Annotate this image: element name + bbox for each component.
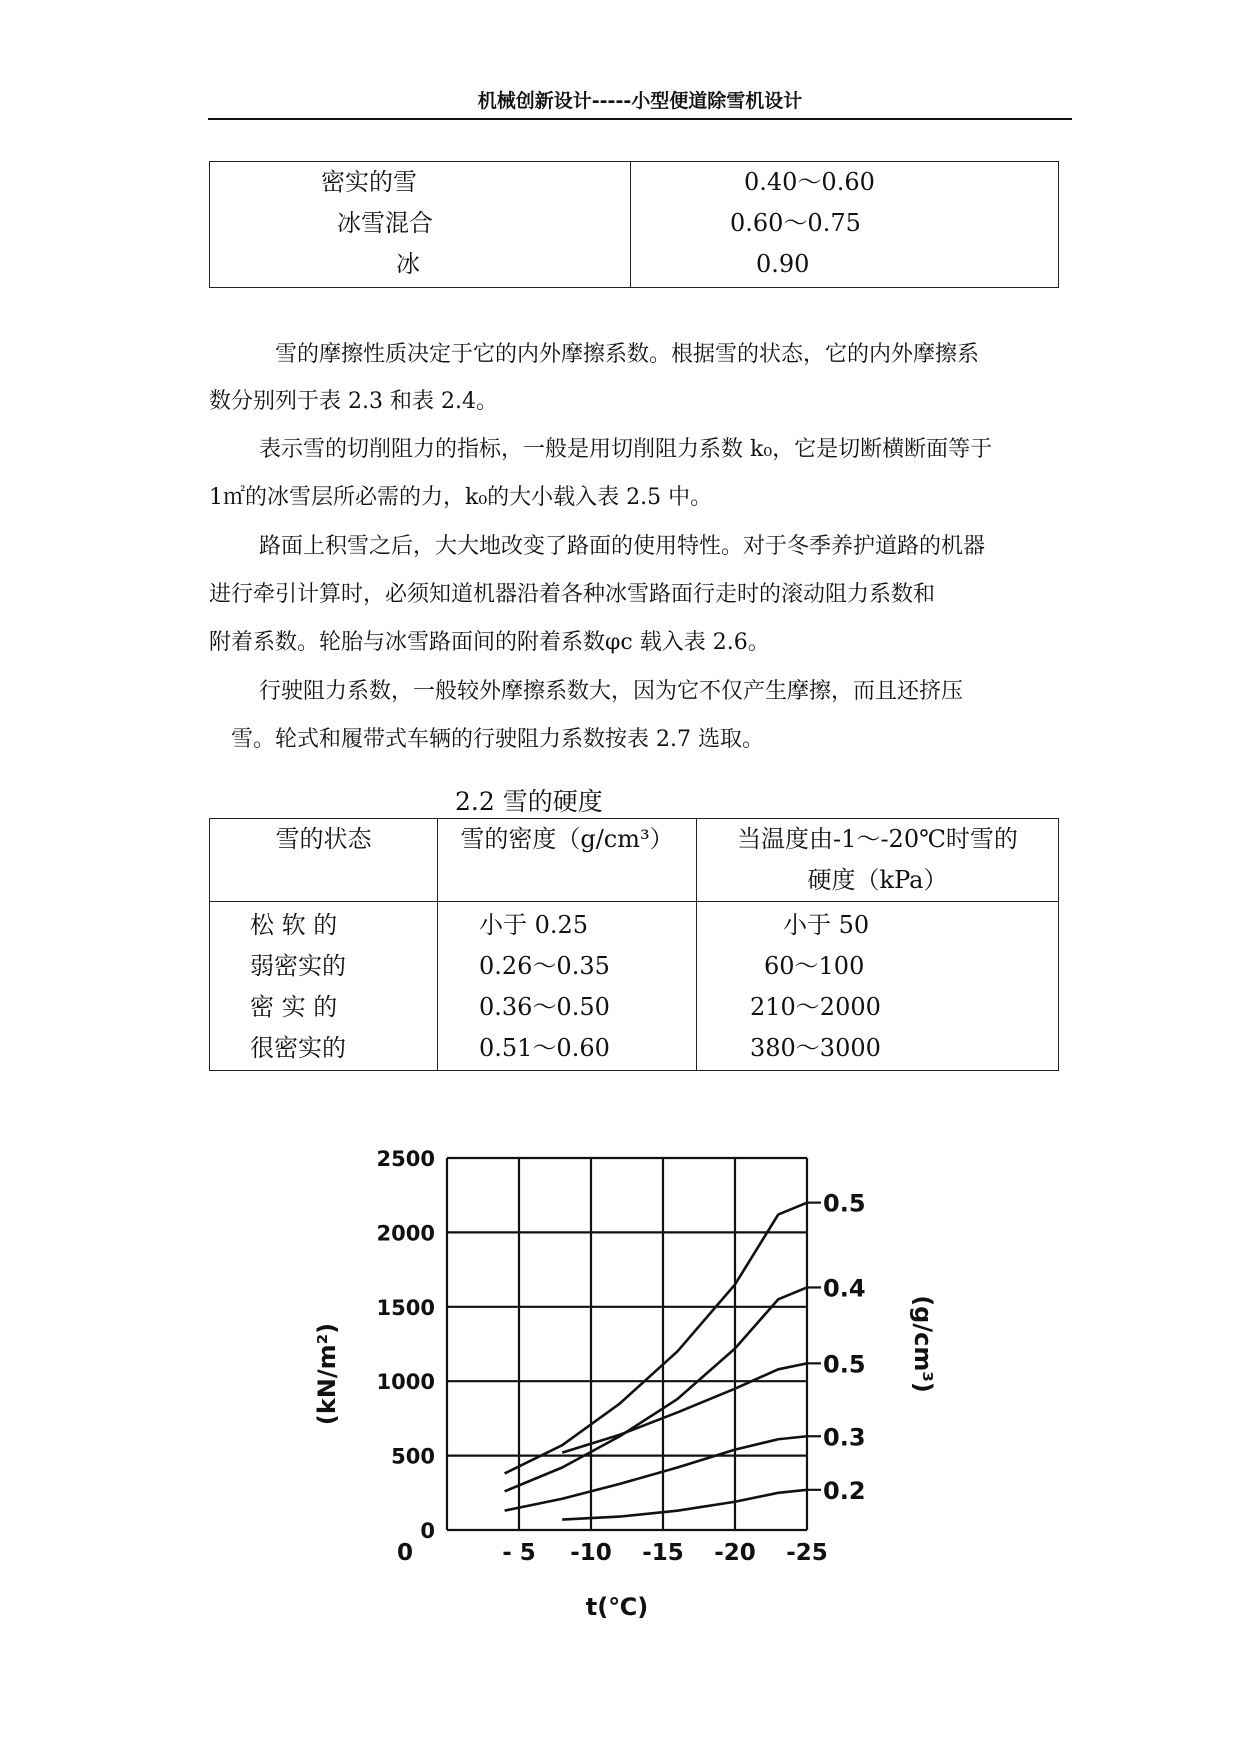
table-cell: 0.36～0.50 xyxy=(479,993,610,1021)
x-tick-label: -15 xyxy=(642,1540,684,1566)
table-cell: 0.60～0.75 xyxy=(730,209,861,237)
y-tick-label: 500 xyxy=(391,1444,435,1469)
series-line xyxy=(562,1363,807,1452)
chart-svg xyxy=(290,1130,950,1630)
density-table xyxy=(209,161,1059,288)
table-cell: 0.26～0.35 xyxy=(479,952,610,980)
paragraph: 1㎡的冰雪层所必需的力，k₀的大小载入表 2.5 中。 xyxy=(209,485,713,510)
paragraph: 附着系数。轮胎与冰雪路面间的附着系数φc 载入表 2.6。 xyxy=(209,630,770,655)
series-line xyxy=(505,1203,807,1474)
table-cell: 小于 0.25 xyxy=(479,911,589,939)
table-cell: 380～3000 xyxy=(750,1034,881,1062)
paragraph: 路面上积雪之后，大大地改变了路面的使用特性。对于冬季养护道路的机器 xyxy=(259,534,986,559)
table-cell: 冰雪混合 xyxy=(337,209,433,237)
y-tick-label: 2000 xyxy=(376,1221,435,1246)
table-cell: 松 软 的 xyxy=(250,911,338,939)
state-column xyxy=(210,902,438,1071)
y-tick-label: 0 xyxy=(420,1519,435,1543)
paragraph: 雪。轮式和履带式车辆的行驶阻力系数按表 2.7 选取。 xyxy=(231,727,764,752)
table-cell: 密实的雪 xyxy=(321,168,417,196)
y2-axis-label: (g/cm³) xyxy=(909,1295,937,1393)
series-label: 0.3 xyxy=(823,1423,866,1452)
table-cell: 很密实的 xyxy=(250,1034,346,1062)
page-header: 机械创新设计-----小型便道除雪机设计 xyxy=(477,90,803,112)
series-label: 0.4 xyxy=(823,1274,866,1303)
x-tick-label: 0 xyxy=(396,1540,414,1566)
hardness-table xyxy=(209,818,1059,1071)
series-label: 0.5 xyxy=(823,1350,866,1379)
table-cell: 210～2000 xyxy=(750,993,881,1021)
paragraph: 数分别列于表 2.3 和表 2.4。 xyxy=(209,389,498,414)
column-header: 雪的密度（g/cm³） xyxy=(438,819,697,902)
table-cell: 60～100 xyxy=(764,952,865,980)
table-row xyxy=(210,902,1059,1071)
y-axis-label: (kN/m²) xyxy=(313,1322,341,1426)
x-axis-label: t(℃) xyxy=(585,1593,649,1621)
series-line xyxy=(562,1490,807,1520)
table-cell: 0.90 xyxy=(756,250,810,278)
paragraph: 雪的摩擦性质决定于它的内外摩擦系数。根据雪的状态，它的内外摩擦系 xyxy=(275,342,980,367)
table-cell: 0.40～0.60 xyxy=(744,168,875,196)
series-label: 0.2 xyxy=(823,1476,866,1505)
hardness-column xyxy=(697,902,1059,1071)
table-header-row xyxy=(210,819,1059,902)
x-tick-label: -25 xyxy=(786,1540,828,1566)
table-cell: 冰 xyxy=(396,250,420,278)
table-caption: 2.2 雪的硬度 xyxy=(455,787,603,816)
paragraph: 进行牵引计算时，必须知道机器沿着各种冰雪路面行走时的滚动阻力系数和 xyxy=(209,582,936,607)
series-label: 0.5 xyxy=(823,1189,866,1218)
column-header-line: 当温度由-1～-20℃时雪的 xyxy=(737,825,1018,853)
paragraph: 行驶阻力系数，一般较外摩擦系数大，因为它不仅产生摩擦，而且还挤压 xyxy=(259,679,964,704)
y-tick-label: 1000 xyxy=(376,1370,435,1395)
density-column xyxy=(438,902,697,1071)
column-header: 雪的状态 xyxy=(210,819,438,902)
x-tick-label: -20 xyxy=(714,1540,756,1566)
header-rule xyxy=(208,118,1072,120)
paragraph: 表示雪的切削阻力的指标，一般是用切削阻力系数 k₀，它是切断横断面等于 xyxy=(259,437,993,462)
x-tick-label: - 5 xyxy=(502,1540,536,1566)
y-tick-label: 2500 xyxy=(376,1147,435,1171)
column-header-line: 硬度（kPa） xyxy=(807,866,948,894)
value-column xyxy=(631,162,1059,288)
table-cell: 密 实 的 xyxy=(250,993,338,1021)
hardness-chart xyxy=(290,1130,950,1630)
table-cell: 0.51～0.60 xyxy=(479,1034,610,1062)
series-line xyxy=(505,1287,807,1491)
table-cell: 弱密实的 xyxy=(250,952,346,980)
table-row xyxy=(210,162,1059,288)
y-tick-label: 1500 xyxy=(376,1295,435,1320)
state-column xyxy=(210,162,631,288)
column-header xyxy=(697,819,1059,902)
table-cell: 小于 50 xyxy=(783,911,870,939)
x-tick-label: -10 xyxy=(570,1540,612,1566)
